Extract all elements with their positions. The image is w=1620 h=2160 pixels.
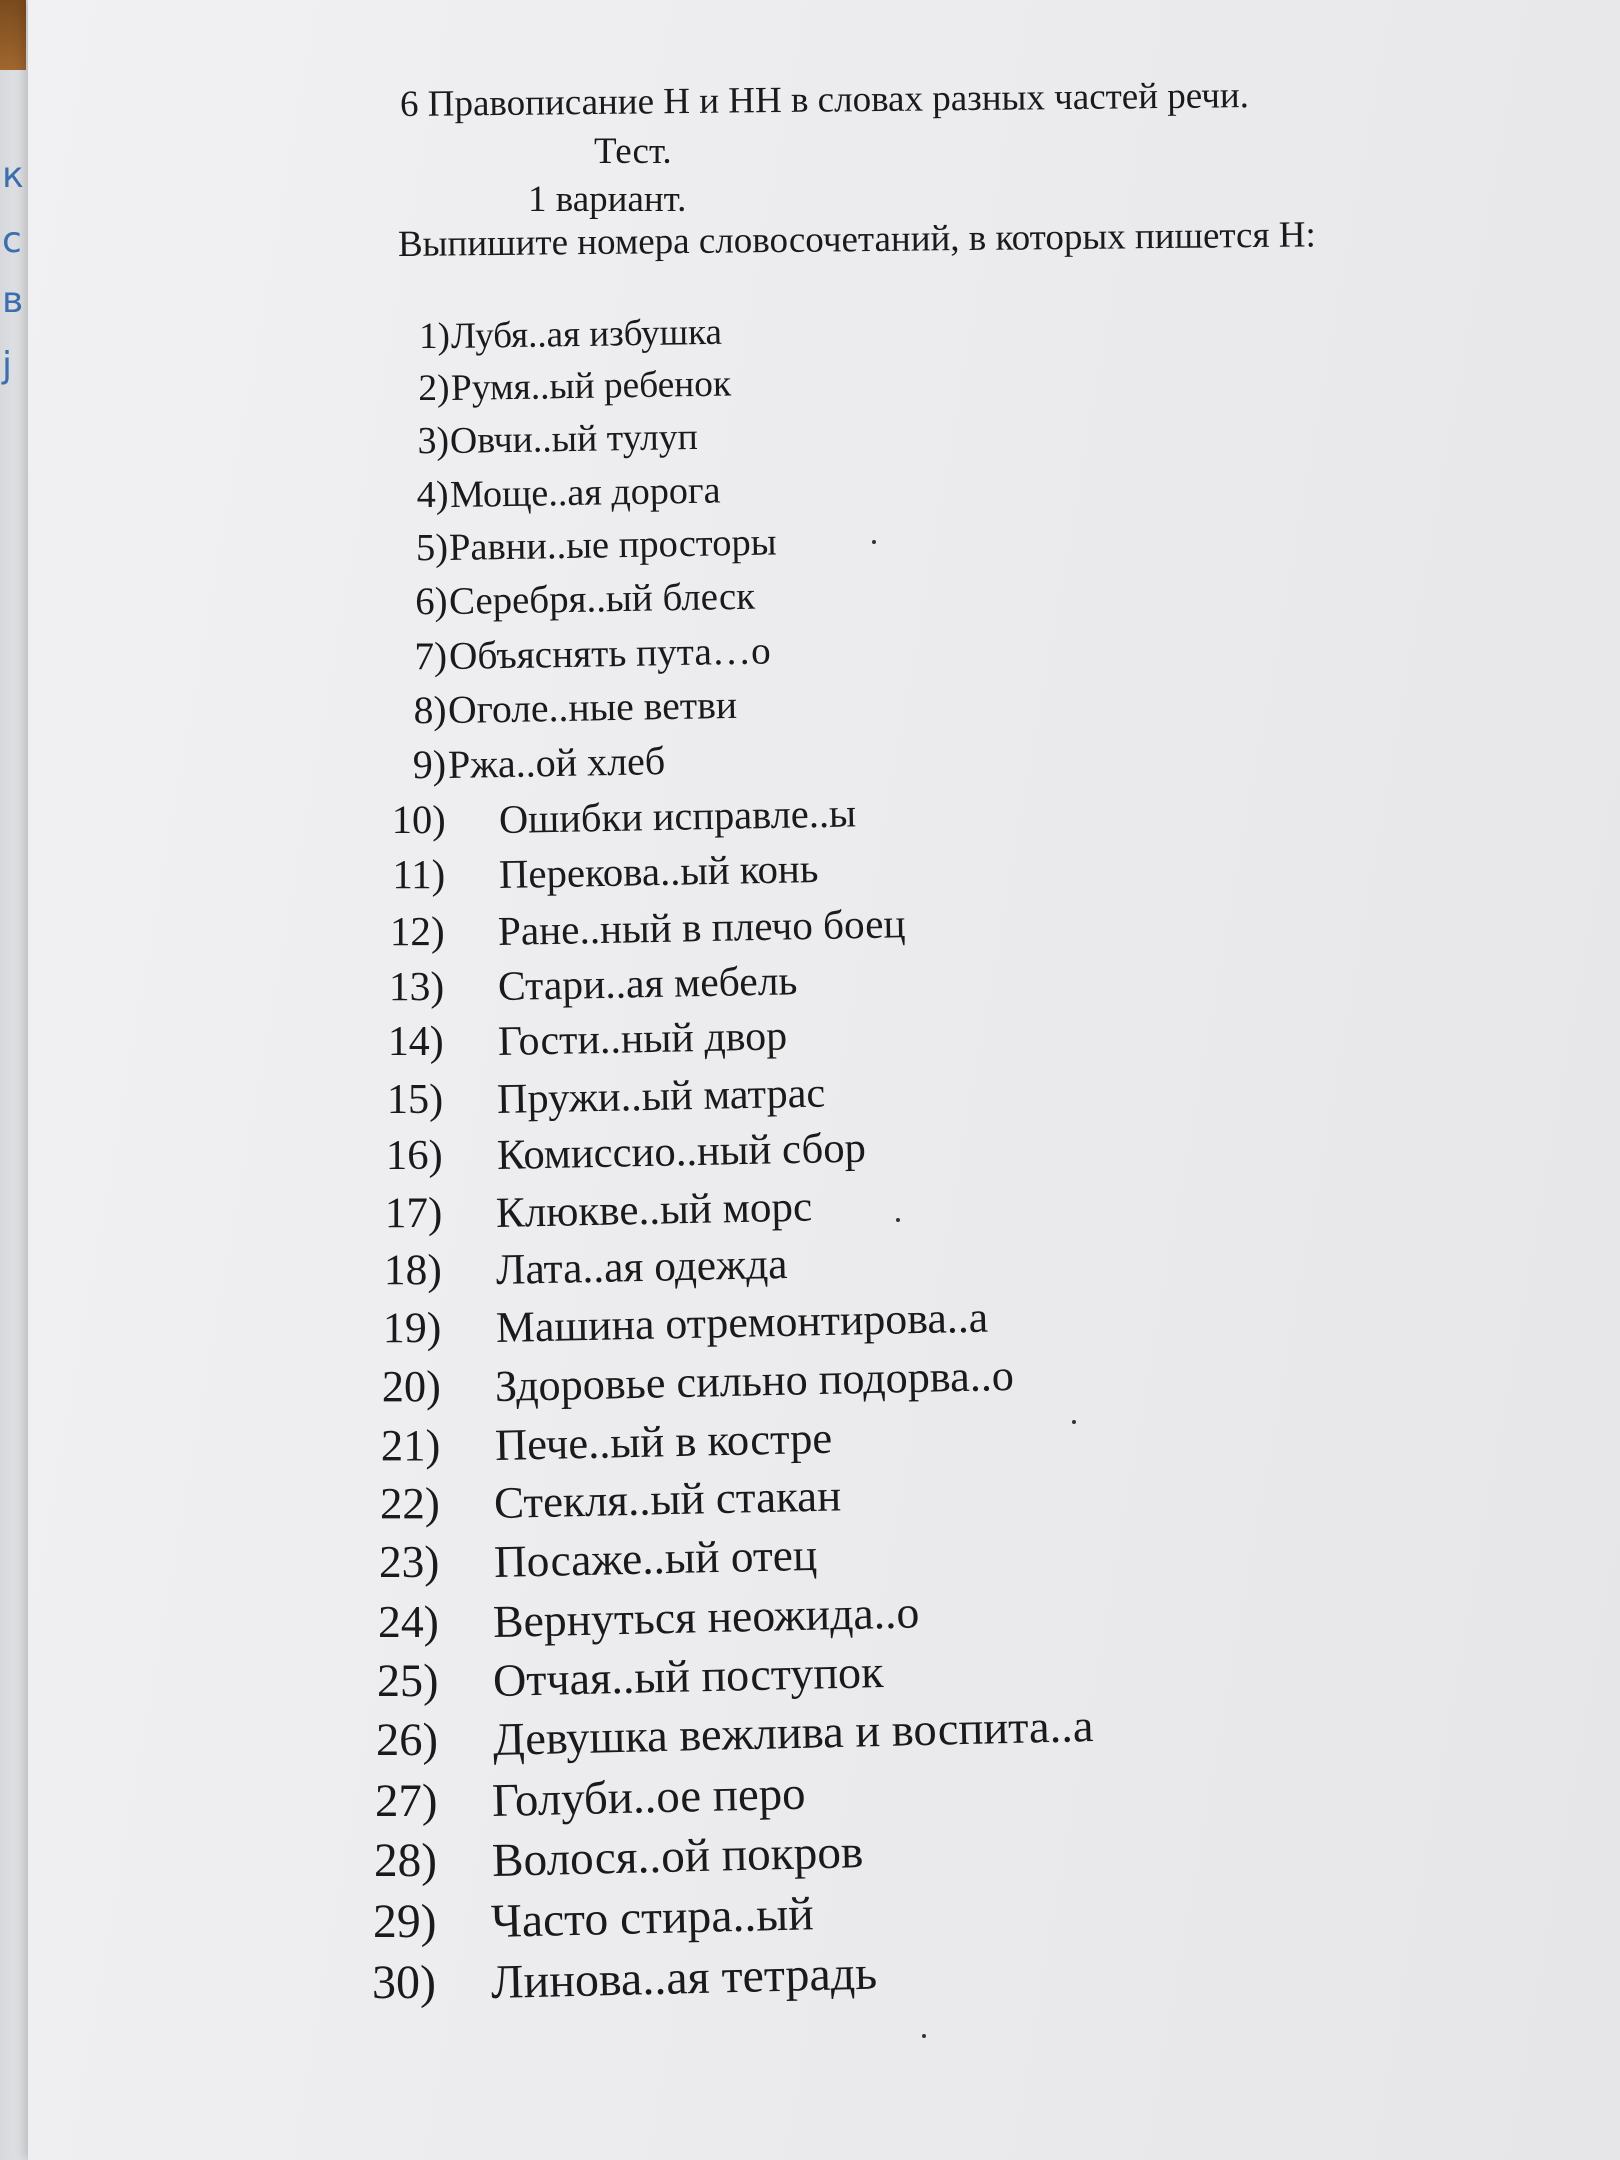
paper-speck [872,540,876,544]
page-title: 6 Правописание Н и НН в словах разных частей речи. [399,75,1250,125]
item-number: 12) [389,907,445,954]
item-text: Девушка вежлива и воспита..а [492,1700,1094,1766]
item-text: Посаже..ый отец [493,1529,818,1587]
item-text: Стари..ая мебель [497,957,798,1010]
test-sheet [28,0,1620,2160]
item-text: Румя..ый ребенок [450,363,731,410]
item-text: Пружи..ый матрас [496,1068,826,1123]
item-number: 30) [372,1956,436,2010]
item-text: Клюкве..ый морс [495,1183,813,1238]
item-number: 22) [379,1478,440,1529]
item-number: 23) [378,1536,440,1587]
paper-speck [1072,1420,1076,1424]
item-text: Здоровье сильно подорва..о [494,1350,1015,1411]
item-number: 6) [415,579,448,623]
item-number: 26) [375,1714,438,1766]
item-number: 5) [416,527,449,570]
item-number: 19) [382,1303,442,1352]
item-text: Ошибки исправле..ы [498,790,857,843]
item-number: 21) [380,1419,441,1470]
item-number: 24) [377,1595,439,1647]
paper-speck [896,1218,900,1222]
variant-label: 1 вариант. [528,179,687,220]
item-text: Часто стира..ый [490,1887,815,1948]
item-text: Лата..ая одежда [495,1240,788,1295]
item-number: 15) [386,1075,444,1123]
item-text: Овчи..ый тулуп [449,415,699,462]
handwriting-mark: ј [2,345,13,386]
item-number: 16) [385,1132,443,1180]
handwriting-mark: в [2,280,24,321]
instruction: Выпишите номера словосочетаний, в которых пишется Н: [397,214,1316,265]
desk-edge [0,0,26,70]
item-text: Ране..ный в плечо боец [497,899,907,954]
item-text: Машина отремонтирова..а [495,1293,989,1352]
item-number: 27) [374,1774,438,1827]
item-text: Перекова..ый конь [498,846,819,898]
item-text: Гости..ный двор [497,1013,788,1066]
handwriting-mark: к [2,155,24,196]
item-text: Серебря..ый блеск [448,574,756,623]
item-text: Равни..ые просторы [448,521,778,570]
item-text: Стекля..ый стакан [493,1470,842,1529]
item-text: Оголе..ные ветви [447,682,738,732]
item-number: 10) [391,797,446,843]
item-number: 4) [416,473,449,516]
item-text: Линова..ая тетрадь [490,1946,878,2010]
item-number: 8) [413,687,447,732]
item-number: 9) [412,742,447,788]
item-text: Ржа..ой хлеб [447,738,666,788]
item-text: Моще..ая дорога [449,469,721,516]
item-text: Голуби..ое перо [491,1767,807,1827]
item-number: 20) [381,1361,441,1411]
item-number: 25) [376,1655,439,1707]
item-number: 11) [392,852,446,898]
item-number: 2) [418,368,450,410]
test-label: Тест. [594,131,672,172]
item-text: Пече..ый в костре [494,1412,833,1470]
item-text: Вернуться неожида..о [492,1586,921,1647]
item-text: Лубя..ая избушка [450,311,723,357]
item-text: Комиссио..ный сбор [496,1124,867,1180]
item-number: 7) [414,634,448,678]
item-text: Волося..ой покров [491,1826,864,1887]
item-text: Объяснять пута…о [448,629,771,678]
paper-speck [922,2034,926,2038]
item-number: 29) [373,1895,437,1948]
item-number: 17) [384,1190,443,1238]
item-text: Отчая..ый поступок [492,1646,885,1707]
item-number: 1) [419,316,450,357]
item-number: 18) [383,1246,442,1295]
item-number: 13) [388,963,445,1010]
handwriting-mark: с [2,220,22,261]
item-number: 28) [374,1835,437,1887]
item-number: 3) [417,420,450,462]
item-number: 14) [387,1019,444,1066]
